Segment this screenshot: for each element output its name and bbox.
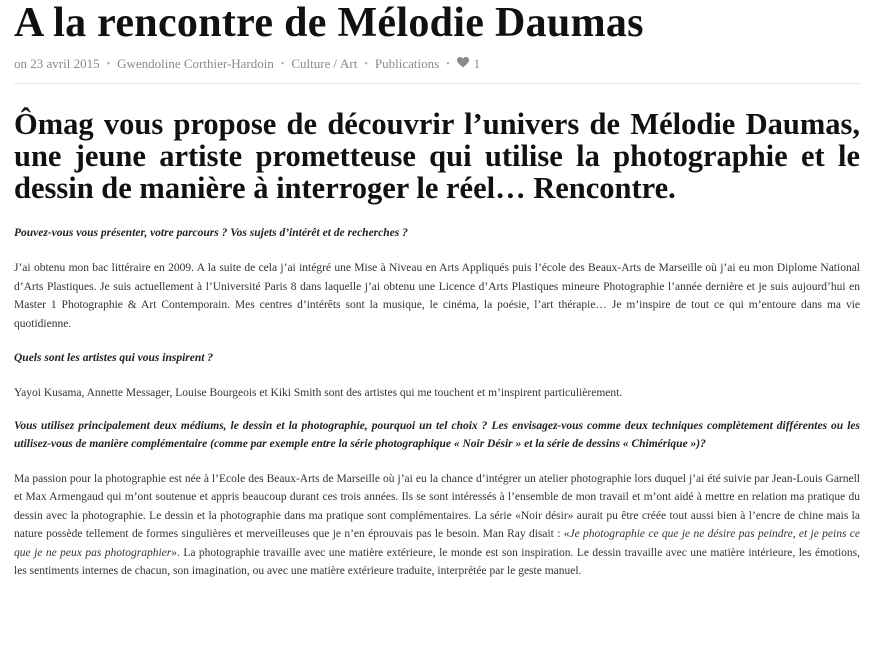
article-title: A la rencontre de Mélodie Daumas bbox=[14, 0, 644, 46]
meta-separator: • bbox=[280, 58, 285, 70]
category-culture-link[interactable]: Culture bbox=[291, 56, 331, 71]
heart-icon bbox=[457, 56, 469, 72]
meta-divider bbox=[14, 83, 860, 84]
meta-separator: • bbox=[446, 58, 450, 70]
answer-3-text-continued: ». La photographie travaille avec une matière extérieure, le monde est son inspiration. Le dessin travaille avec une matière intérieure, les émotions, les sentiments internes de chacun, son imagination, ou avec une matière extérieure traduite, interprétée par le geste manuel. bbox=[14, 546, 860, 577]
section-publications-link[interactable]: Publications bbox=[374, 56, 440, 71]
like-count: 1 bbox=[473, 56, 481, 71]
answer-2: Yayoi Kusama, Annette Messager, Louise Bourgeois et Kiki Smith sont des artistes qui me touchent et m’inspirent particulièrement. bbox=[14, 387, 623, 399]
meta-separator: • bbox=[364, 58, 368, 70]
post-date: on 23 avril 2015 bbox=[14, 56, 100, 71]
category-art-link[interactable]: Art bbox=[340, 56, 358, 71]
author-link[interactable]: Gwendoline Corthier-Hardoin bbox=[117, 56, 274, 71]
question-1: Pouvez-vous vous présenter, votre parcours ? Vos sujets d’intérêt et de recherches ? bbox=[14, 227, 408, 239]
answer-3 bbox=[14, 470, 860, 581]
article-lead: Ômag vous propose de découvrir l’univers de Mélodie Daumas, une jeune artiste prometteuse qui utilise la photographie et le dessin de manière à interroger le réel… Rencontre. bbox=[14, 107, 860, 205]
article-meta bbox=[14, 54, 862, 74]
answer-3-text: Ma passion pour la photographie est née à l’Ecole des Beaux-Arts de Marseille où j’ai eu la chance d’intégrer un atelier photographie lors duquel j’ai été suivie par Jean-Louis Garnell et Max Armengaud qui m’ont soutenue et appris beaucoup durant ces trois années. Ils se sont intéressés à l’ensemble de mon travail et m’ont aidé à mettre en relation ma pratique du dessin avec la photographie. Le dessin et la photographie dans ma pratique sont complémentaires. La série «Noir désir» aurait pu être créée tout aussi bien à l’encre de chine mais la nature possède tellement de formes singulières et merveilleuses que je n’en éprouvais pas le besoin. Man Ray disait : « bbox=[14, 472, 860, 540]
like-button[interactable] bbox=[457, 56, 481, 72]
question-2: Quels sont les artistes qui vous inspirent ? bbox=[14, 352, 214, 364]
man-ray-quote: Je photographie ce que je ne désire pas peindre, et je peins ce que je ne peux pas photographier bbox=[14, 528, 860, 559]
question-3: Vous utilisez principalement deux médiums, le dessin et la photographie, pourquoi un tel choix ? Les envisagez-vous comme deux techniques complètement différentes ou les utilisez-vous de manière complémentaire (comme par exemple entre la série photographique « Noir Désir » et la série de dessins « Chimérique »)? bbox=[14, 419, 860, 450]
meta-separator: • bbox=[106, 58, 111, 70]
answer-1: J’ai obtenu mon bac littéraire en 2009. A la suite de cela j’ai intégré une Mise à Niveau en Arts Appliqués puis l’école des Beaux-Arts de Marseille où j’ai eu mon Diplome National d’Arts Plastiques. Je suis actuellement à l’Université Paris 8 dans laquelle j’ai obtenu une Licence d’Arts Plastiques mineure Photographie l’année dernière et je suis aujourd’hui en Master 1 Photographie & Art Contemporain. Mes centres d’intérêts sont la musique, le cinéma, la poésie, l’art thérapie… Je m’inspire de tout ce qui m’entoure dans ma vie quotidienne. bbox=[14, 262, 860, 330]
category-slash: / bbox=[333, 56, 338, 71]
